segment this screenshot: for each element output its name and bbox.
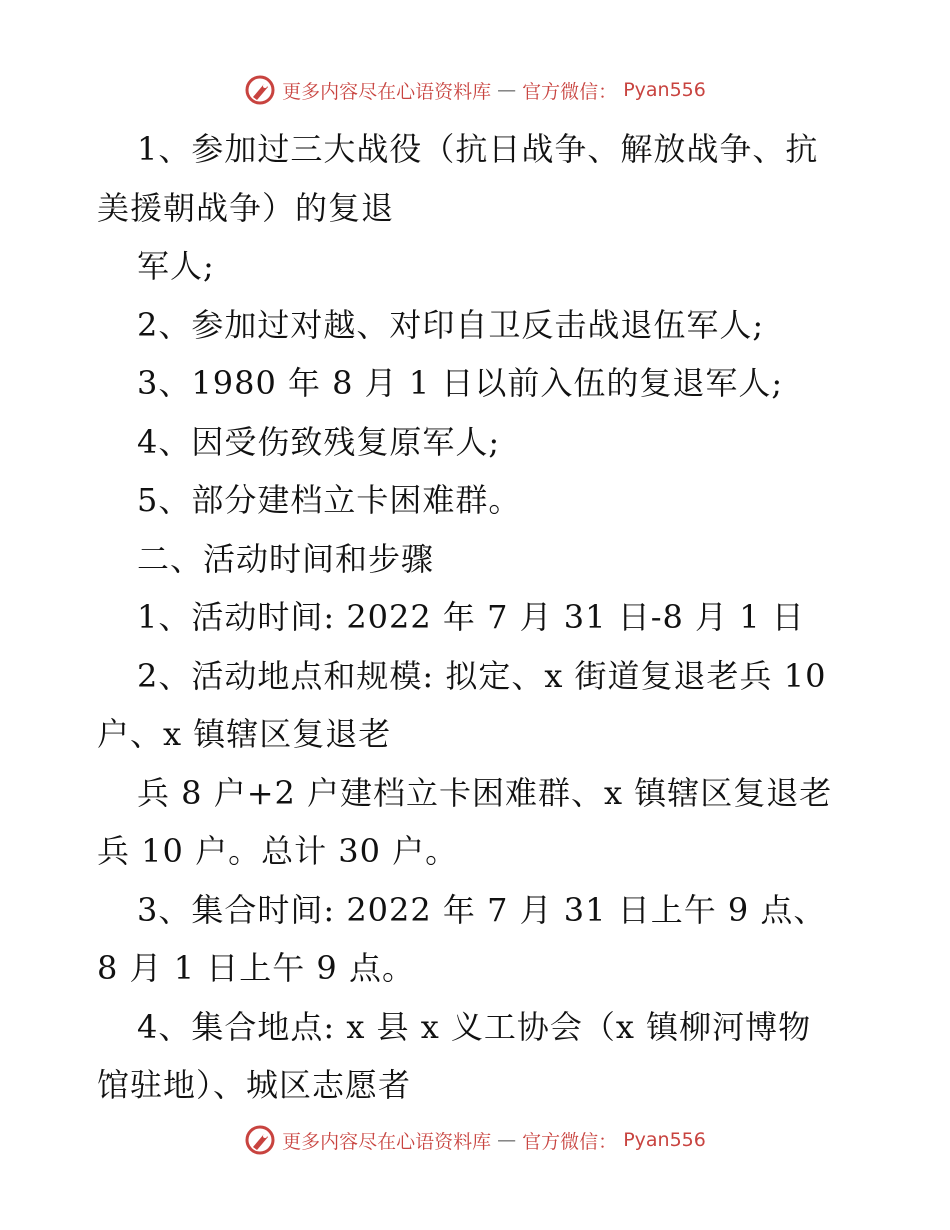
watermark-header <box>0 74 950 106</box>
document-line-3: 军人; <box>137 247 215 285</box>
document-line-10: 2、活动地点和规模: 拟定、x 街道复退老兵 10 <box>137 656 827 695</box>
watermark-footer <box>0 1124 950 1156</box>
watermark-separator: — <box>497 79 517 101</box>
document-line-8: 二、活动时间和步骤 <box>137 539 435 578</box>
document-body <box>97 120 857 1115</box>
document-line-9: 1、活动时间: 2022 年 7 月 31 日-8 月 1 日 <box>137 598 805 636</box>
pen-nib-logo-icon <box>244 74 276 106</box>
watermark-official-label: 官方微信： <box>522 1130 618 1153</box>
document-line-7: 5、部分建档立卡困难群。 <box>137 481 522 519</box>
document-line-1: 1、参加过三大战役（抗日战争、解放战争、抗 <box>137 130 819 168</box>
document-line-12: 兵 8 户+2 户建档立卡困难群、x 镇辖区复退老 <box>137 773 833 812</box>
watermark-text: 更多内容尽在心语资料库 <box>282 1130 492 1153</box>
document-line-11: 户、x 镇辖区复退老 <box>97 715 392 753</box>
document-line-14: 3、集合时间: 2022 年 7 月 31 日上午 9 点、 <box>137 890 827 929</box>
document-line-2: 美援朝战争）的复退 <box>97 188 395 227</box>
watermark-text: 更多内容尽在心语资料库 <box>282 80 492 103</box>
document-line-15: 8 月 1 日上午 9 点。 <box>97 949 415 987</box>
document-line-13: 兵 10 户。总计 30 户。 <box>97 832 459 870</box>
watermark-wechat-id: Pyan556 <box>623 79 706 101</box>
document-line-17: 馆驻地）、城区志愿者 <box>97 1066 412 1104</box>
watermark-separator: — <box>497 1129 517 1151</box>
watermark-wechat-id: Pyan556 <box>623 1129 706 1151</box>
document-line-16: 4、集合地点: x 县 x 义工协会（x 镇柳河博物 <box>137 1007 812 1046</box>
document-line-5: 3、1980 年 8 月 1 日以前入伍的复退军人; <box>137 364 784 402</box>
document-line-6: 4、因受伤致残复原军人; <box>137 422 501 461</box>
pen-nib-logo-icon <box>244 1124 276 1156</box>
watermark-official-label: 官方微信： <box>522 80 618 103</box>
document-line-4: 2、参加过对越、对印自卫反击战退伍军人; <box>137 305 765 344</box>
